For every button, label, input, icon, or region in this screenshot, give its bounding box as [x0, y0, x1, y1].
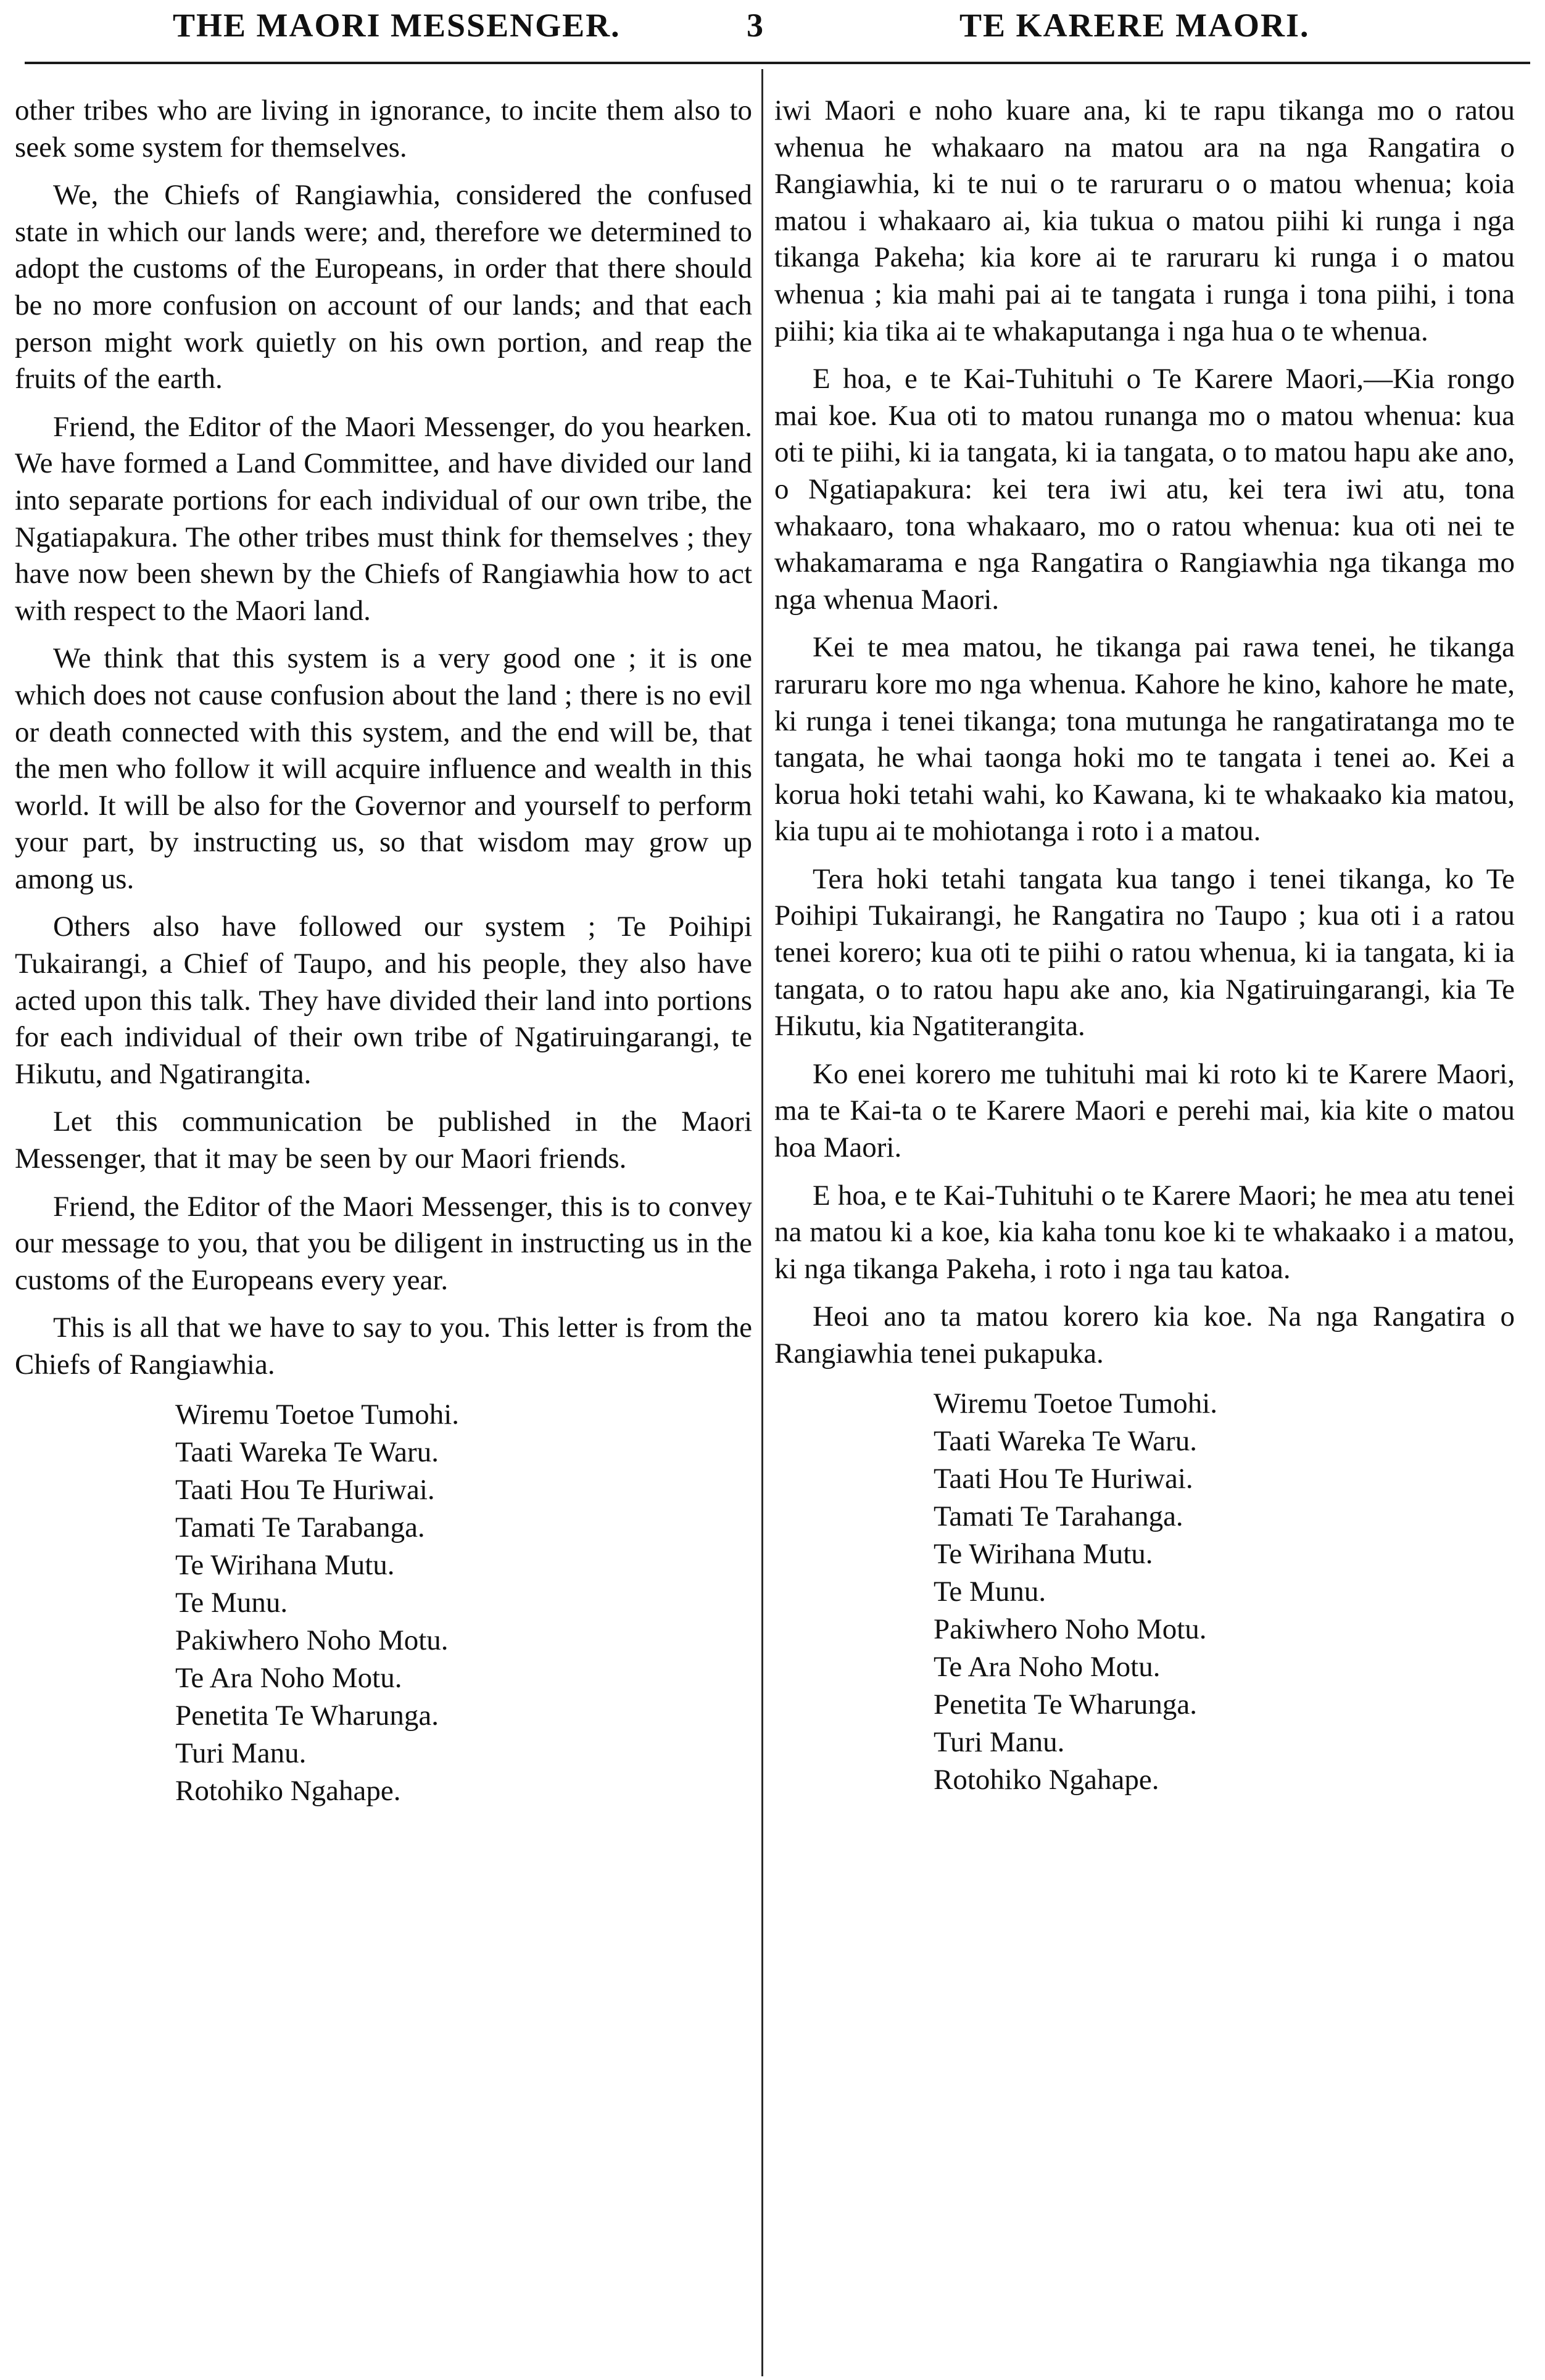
english-column: [15, 93, 752, 1810]
signatory-name: Taati Hou Te Huriwai.: [175, 1473, 435, 1506]
signatory-name: Te Ara Noho Motu.: [934, 1650, 1161, 1683]
signatory-name: Te Ara Noho Motu.: [175, 1661, 402, 1694]
english-paragraph: Let this communication be published in the Maori Messenger, that it may be seen by our Maori friends.: [15, 1105, 752, 1175]
signatory-name: Turi Manu.: [175, 1737, 307, 1769]
signatory-name: Wiremu Toetoe Tumohi.: [175, 1398, 460, 1431]
maori-masthead: TE KARERE MAORI.: [959, 7, 1310, 44]
maori-paragraph: Ko enei korero me tuhituhi mai ki roto ki te Karere Maori, ma te Kai-ta o te Karere Maori e perehi mai, kia kite o matou hoa Maori.: [774, 1057, 1515, 1164]
maori-paragraph: Tera hoki tetahi tangata kua tango i tenei tikanga, ko Te Poihipi Tukairangi, he Rangatira no Taupo ; kua oti i a ratou tenei korero; kua oti te piihi o ratou whenua, ki ia tangata, ki ia tangata, o to ratou hapu ake ano, kia Ngatiruingarangi, kia Te Hikutu, kia Ngatiterangita.: [774, 862, 1515, 1043]
signatory-name: Penetita Te Wharunga.: [175, 1699, 439, 1732]
maori-column: [774, 93, 1515, 1799]
page-header: [0, 0, 1545, 68]
signatory-name: Wiremu Toetoe Tumohi.: [934, 1387, 1218, 1419]
signatory-name: Rotohiko Ngahape.: [934, 1763, 1159, 1796]
signatory-name: Te Wirihana Mutu.: [175, 1548, 395, 1581]
signatory-name: Taati Hou Te Huriwai.: [934, 1462, 1193, 1495]
english-paragraph: Others also have followed our system ; Te Poihipi Tukairangi, a Chief of Taupo, and his people, they also have acted upon this talk. They have divided their land into portions for each individual of their own tribe of Ngatiruingarangi, te Hikutu, and Ngatirangita.: [15, 911, 752, 1090]
maori-paragraph-continued: iwi Maori e noho kuare ana, ki te rapu tikanga mo o ratou whenua he whakaaro na matou ara na nga Rangatira o Rangiawhia, ki te nui o te raruraru o o matou whenua; koia matou i whakaaro ai, kia tukua o matou piihi ki runga i nga tikanga Pakeha; kia kore ai te raruraru ki runga i o matou whenua ; kia mahi pai ai te tangata i runga i tona piihi, i tona piihi; kia tika ai te whakaputanga i nga hua o te whenua.: [774, 94, 1515, 347]
english-paragraph: Friend, the Editor of the Maori Messenger, this is to convey our message to you, that you be diligent in instructing us in the customs of the Europeans every year.: [15, 1190, 752, 1296]
english-paragraph: We, the Chiefs of Rangiawhia, considered the confused state in which our lands were; and, therefore we determined to adopt the customs of the Europeans, in order that there should be no more confusion on account of our lands; and that each person might work quietly on his own portion, and reap the fruits of the earth.: [15, 179, 752, 395]
signatory-name: Taati Wareka Te Waru.: [934, 1424, 1197, 1457]
maori-paragraph: E hoa, e te Kai-Tuhituhi o Te Karere Maori,—Kia rongo mai koe. Kua oti to matou runanga mo o matou whenua: kua oti te piihi, ki ia tangata, ki ia tangata, o to matou hapu ake ano, o Ngatiapakura: kei tera iwi atu, kei tera iwi atu, tona whakaaro, tona whakaaro, mo o ratou whenua: kua oti nei te whakamarama e nga Rangatira o Rangiawhia nga tikanga mo nga whenua Maori.: [774, 363, 1515, 616]
page-number: 3: [747, 7, 764, 44]
column-divider: [761, 69, 763, 2376]
maori-paragraph: Heoi ano ta matou korero kia koe. Na nga Rangatira o Rangiawhia tenei pukapuka.: [774, 1300, 1515, 1370]
signatory-name: Pakiwhero Noho Motu.: [934, 1613, 1207, 1645]
english-paragraph-continued: other tribes who are living in ignorance, to incite them also to seek some system for themselves.: [15, 94, 752, 163]
signatory-name: Te Wirihana Mutu.: [934, 1537, 1153, 1570]
signatory-name: Te Munu.: [175, 1586, 288, 1619]
signatory-name: Pakiwhero Noho Motu.: [175, 1624, 449, 1656]
english-paragraph: This is all that we have to say to you. This letter is from the Chiefs of Rangiawhia.: [15, 1312, 752, 1381]
signatory-name: Turi Manu.: [934, 1725, 1065, 1758]
english-paragraph: We think that this system is a very good one ; it is one which does not cause confusion about the land ; there is no evil or death connected with this system, and the end will be, that the men who follow it will acquire influence and wealth in this world. It will be also for the Governor and yourself to perform your part, by instructing us, so that wisdom may grow up among us.: [15, 642, 752, 895]
signatory-name: Tamati Te Tarabanga.: [175, 1511, 425, 1543]
header-rule: [25, 62, 1530, 64]
english-signatories: [15, 1396, 752, 1810]
maori-paragraph: E hoa, e te Kai-Tuhituhi o te Karere Maori; he mea atu tenei na matou ki a koe, kia kaha tonu koe ki te whakaako i a matou, ki nga tikanga Pakeha, i roto i nga tau katoa.: [774, 1179, 1515, 1285]
maori-paragraph: Kei te mea matou, he tikanga pai rawa tenei, he tikanga raruraru kore mo nga whenua. Kahore he kino, kahore he mate, ki runga i tenei tikanga; tona mutunga he rangatiratanga mo te tangata, he whai taonga hoki mo te tangata i tenei ao. Kei a korua hoki tetahi wahi, ko Kawana, ki te whakaako kia matou, kia tupu ai te mohiotanga i roto i a matou.: [774, 631, 1515, 848]
maori-signatories: [774, 1385, 1515, 1799]
signatory-name: Taati Wareka Te Waru.: [175, 1436, 439, 1468]
signatory-name: Te Munu.: [934, 1575, 1046, 1608]
english-paragraph: Friend, the Editor of the Maori Messenger, do you hearken. We have formed a Land Committee, and have divided our land into separate portions for each individual of our own tribe, the Ngatiapakura. The other tribes must think for themselves ; they have now been shewn by the Chiefs of Rangiawhia how to act with respect to the Maori land.: [15, 410, 752, 627]
english-masthead: THE MAORI MESSENGER.: [173, 7, 621, 44]
signatory-name: Penetita Te Wharunga.: [934, 1688, 1197, 1721]
signatory-name: Tamati Te Tarahanga.: [934, 1500, 1183, 1532]
signatory-name: Rotohiko Ngahape.: [175, 1774, 401, 1807]
